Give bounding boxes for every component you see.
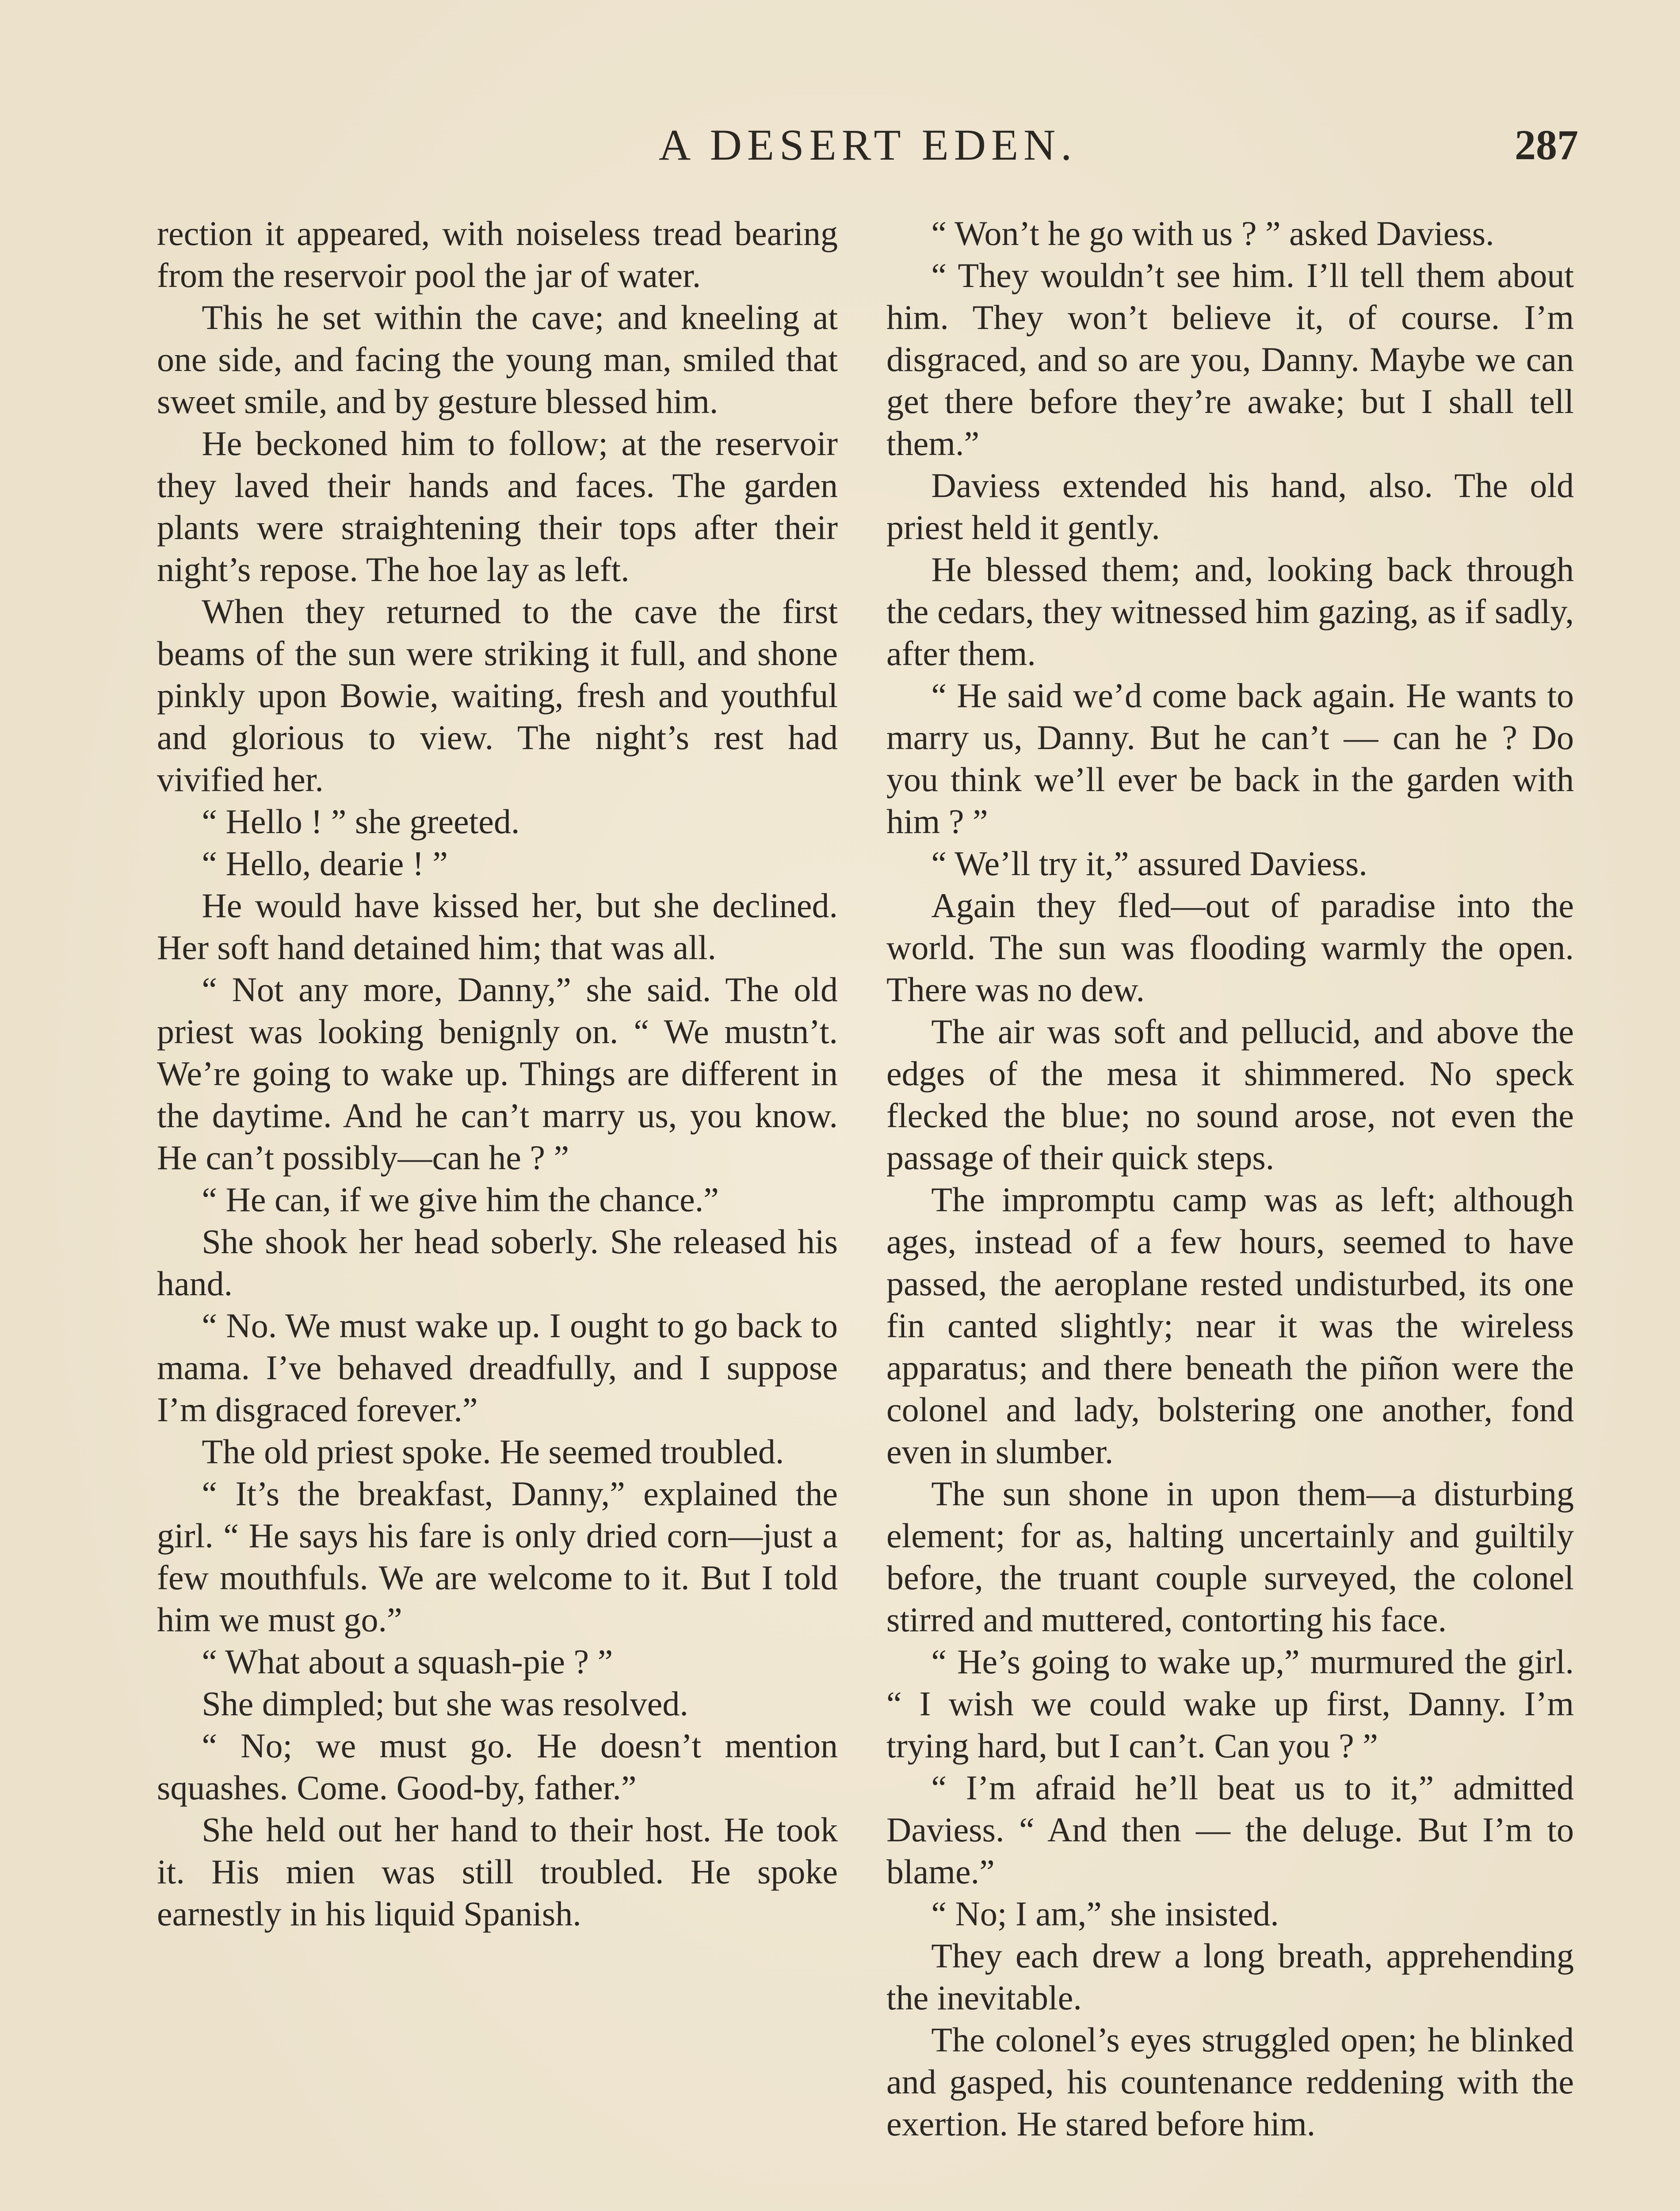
paragraph: “ Hello, dearie ! ” xyxy=(202,844,448,883)
paragraph: “ What about a squash-pie ? ” xyxy=(202,1642,613,1681)
paragraph: rection it appeared, with noiseless tread bearing from the reservoir pool the jar of water. xyxy=(157,214,838,295)
paragraph: She held out her hand to their host. He took it. His mien was still troubled. He spoke earnestly in his liquid Spanish. xyxy=(157,1810,838,1933)
paragraph: Again they fled—out of paradise into the world. The sun was flooding warmly the open. There was no dew. xyxy=(886,886,1574,1009)
paragraph: “ Won’t he go with us ? ” asked Daviess. xyxy=(931,214,1494,252)
paragraph: “ They wouldn’t see him. I’ll tell them about him. They won’t believe it, of course. I’m disgraced, and so are you, Danny. Maybe we can get there before they’re awake; but I shall tell them.” xyxy=(886,256,1574,463)
running-head xyxy=(0,119,1680,172)
paragraph: Daviess extended his hand, also. The old priest held it gently. xyxy=(886,466,1574,547)
page-number: 287 xyxy=(1515,121,1578,168)
paragraph: He would have kissed her, but she declined. Her soft hand detained him; that was all. xyxy=(157,886,838,967)
paragraph: When they returned to the cave the first beams of the sun were striking it full, and shone pinkly upon Bowie, waiting, fresh and youthful and glorious to view. The night’s rest had vivified her. xyxy=(157,592,838,799)
paragraph: “ Not any more, Danny,” she said. The old priest was looking benignly on. “ We mustn’t. We’re going to wake up. Things are different in the daytime. And he can’t marry us, you know. He can’t possibly—can he ? ” xyxy=(157,970,838,1177)
paragraph: This he set within the cave; and kneeling at one side, and facing the young man, smiled that sweet smile, and by gesture blessed him. xyxy=(157,298,838,421)
paragraph: She dimpled; but she was resolved. xyxy=(202,1684,688,1723)
paragraph: “ No; I am,” she insisted. xyxy=(931,1894,1279,1933)
left-text-column xyxy=(157,212,838,1935)
paragraph: “ I’m afraid he’ll beat us to it,” admitted Daviess. “ And then — the deluge. But I’m to blame.” xyxy=(886,1768,1574,1891)
paragraph: “ It’s the breakfast, Danny,” explained the girl. “ He says his fare is only dried corn—just a few mouthfuls. We are welcome to it. But I told him we must go.” xyxy=(157,1474,838,1639)
paragraph: “ We’ll try it,” assured Daviess. xyxy=(931,844,1367,883)
chapter-title: A DESERT EDEN. xyxy=(659,120,1077,169)
paragraph: “ He can, if we give him the chance.” xyxy=(202,1180,719,1219)
paragraph: The old priest spoke. He seemed troubled. xyxy=(202,1432,784,1471)
paragraph: They each drew a long breath, apprehending the inevitable. xyxy=(886,1936,1574,2017)
paragraph: “ He’s going to wake up,” murmured the girl. “ I wish we could wake up first, Danny. I’m trying hard, but I can’t. Can you ? ” xyxy=(886,1642,1574,1765)
paragraph: She shook her head soberly. She released his hand. xyxy=(157,1222,838,1303)
paragraph: “ Hello ! ” she greeted. xyxy=(202,802,520,841)
paragraph: The air was soft and pellucid, and above the edges of the mesa it shimmered. No speck flecked the blue; no sound arose, not even the passage of their quick steps. xyxy=(886,1012,1574,1177)
paragraph: The sun shone in upon them—a disturbing element; for as, halting uncertainly and guiltily before, the truant couple surveyed, the colonel stirred and muttered, contorting his face. xyxy=(886,1474,1574,1639)
paragraph: “ No. We must wake up. I ought to go back to mama. I’ve behaved dreadfully, and I suppose I’m disgraced forever.” xyxy=(157,1306,838,1429)
right-text-column xyxy=(886,212,1574,2145)
paragraph: He beckoned him to follow; at the reservoir they laved their hands and faces. The garden plants were straightening their tops after their night’s repose. The hoe lay as left. xyxy=(157,424,838,589)
paragraph: The impromptu camp was as left; although ages, instead of a few hours, seemed to have passed, the aeroplane rested undisturbed, its one fin canted slightly; near it was the wireless apparatus; and there beneath the piñon were the colonel and lady, bolstering one another, fond even in slumber. xyxy=(886,1180,1574,1471)
paragraph: He blessed them; and, looking back through the cedars, they witnessed him gazing, as if sadly, after them. xyxy=(886,550,1574,673)
paragraph: “ No; we must go. He doesn’t mention squashes. Come. Good-by, father.” xyxy=(157,1726,838,1807)
paragraph: “ He said we’d come back again. He wants to marry us, Danny. But he can’t — can he ? Do you think we’ll ever be back in the garden with him ? ” xyxy=(886,676,1574,841)
paragraph: The colonel’s eyes struggled open; he blinked and gasped, his countenance reddening with the exertion. He stared before him. xyxy=(886,2020,1574,2143)
